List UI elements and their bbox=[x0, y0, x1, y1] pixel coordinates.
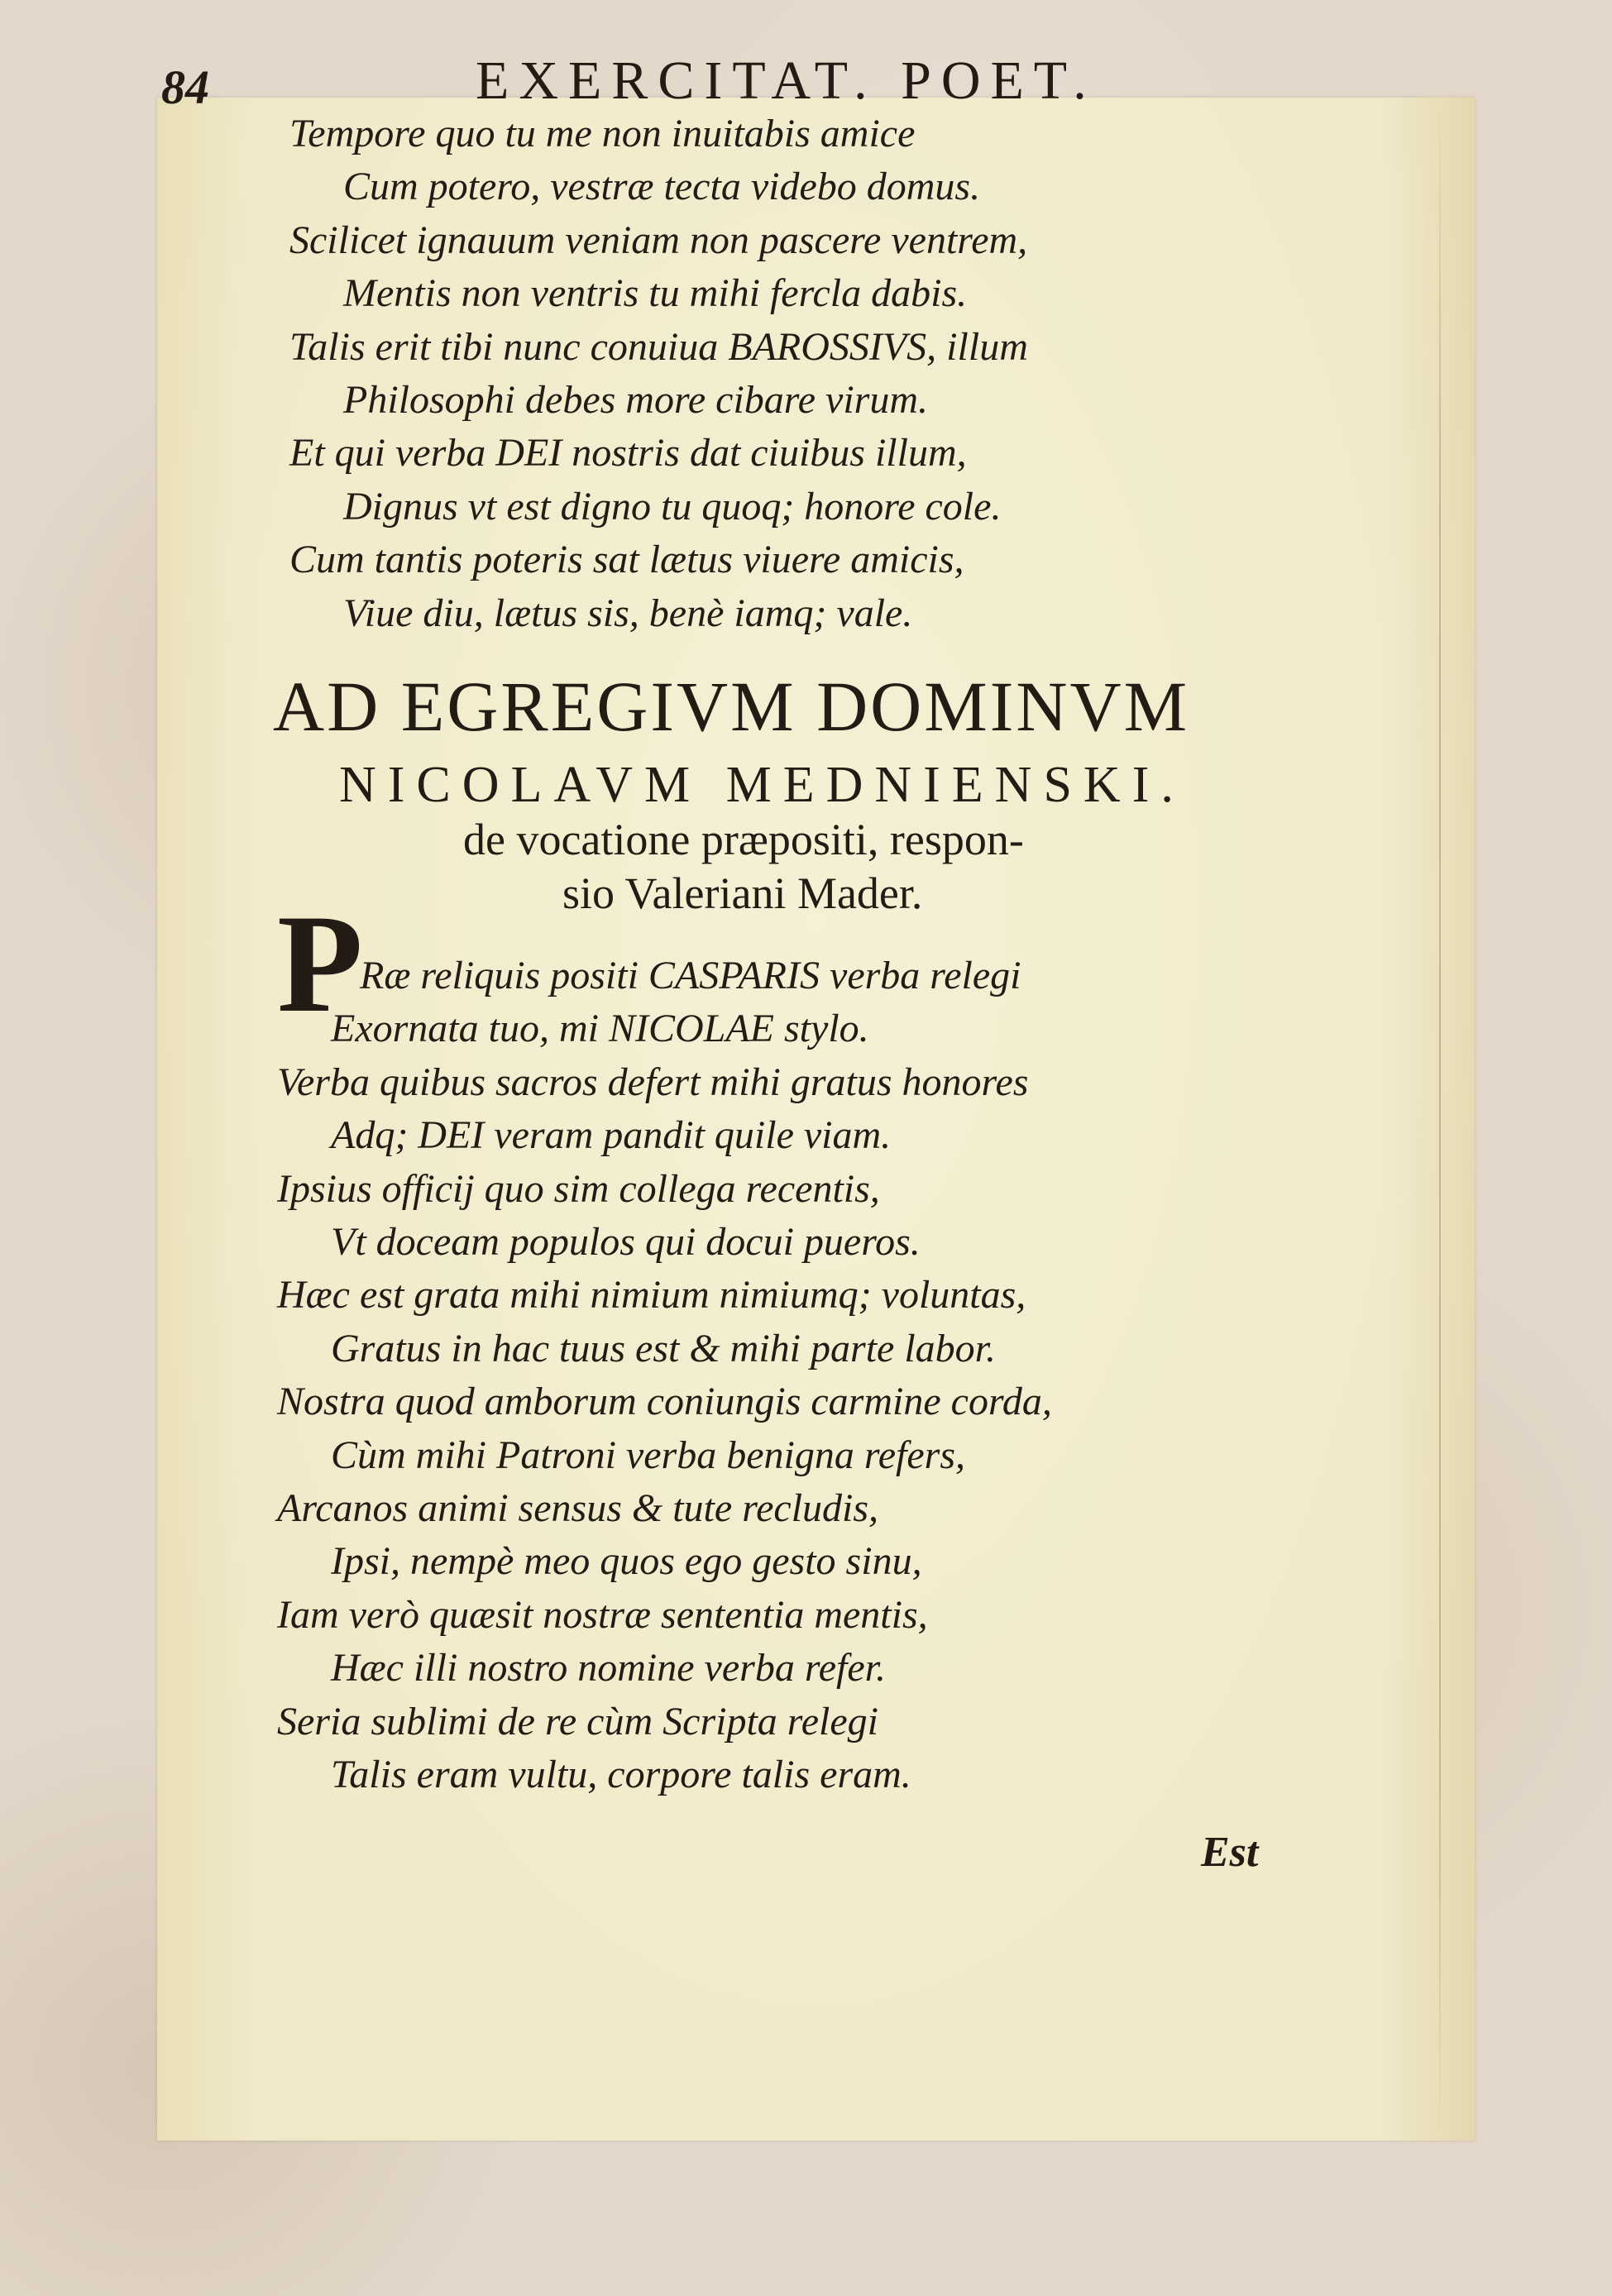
verse-line: Arcanos animi sensus & tute recludis, bbox=[277, 1486, 879, 1531]
verse-line: Verba quibus sacros defert mihi gratus honores bbox=[277, 1060, 1029, 1104]
verse-line: Ipsi, nempè meo quos ego gesto sinu, bbox=[331, 1539, 922, 1584]
verse-line: Adq; DEI veram pandit quile viam. bbox=[331, 1113, 892, 1158]
heading-line-3: de vocatione præpositi, respon- bbox=[463, 815, 1024, 864]
drop-cap: P bbox=[277, 886, 363, 1041]
verse-line: Hæc est grata mihi nimium nimiumq; voluntas, bbox=[277, 1273, 1026, 1318]
verse-line: Viue diu, lætus sis, benè iamq; vale. bbox=[343, 591, 913, 635]
catchword: Est bbox=[1201, 1829, 1259, 1876]
running-head: EXERCITAT. POET. bbox=[476, 50, 1097, 111]
heading-line-1: AD EGREGIVM DOMINVM bbox=[273, 667, 1190, 746]
verse-line: Talis eram vultu, corpore talis eram. bbox=[331, 1753, 911, 1797]
verse-line: Et qui verba DEI nostris dat ciuibus illum, bbox=[289, 431, 967, 476]
verse-line: Iam verò quæsit nostræ sententia mentis, bbox=[277, 1592, 928, 1637]
verse-line: Cum tantis poteris sat lætus viuere amicis, bbox=[289, 538, 964, 582]
verse-line: Tempore quo tu me non inuitabis amice bbox=[289, 112, 916, 155]
verse-line: Seria sublimi de re cùm Scripta relegi bbox=[277, 1699, 878, 1744]
verse-line: Mentis non ventris tu mihi fercla dabis. bbox=[343, 271, 968, 316]
verse-line: Cùm mihi Patroni verba benigna refers, bbox=[331, 1433, 966, 1477]
verse-line: Exornata tuo, mi NICOLAE stylo. bbox=[331, 1007, 869, 1051]
heading-line-2: NICOLAVM MEDNIENSKI. bbox=[339, 757, 1185, 813]
verse-line: Vt doceam populos qui docui pueros. bbox=[331, 1220, 921, 1265]
verse-line: Philosophi debes more cibare virum. bbox=[343, 378, 928, 423]
verse-line: Talis erit tibi nunc conuiua BAROSSIVS, illum bbox=[289, 324, 1028, 369]
poem-1 bbox=[289, 108, 1028, 640]
verse-line: Scilicet ignauum veniam non pascere ventrem, bbox=[289, 218, 1028, 262]
verse-line: Cum potero, vestræ tecta videbo domus. bbox=[343, 165, 981, 209]
page-gutter bbox=[1439, 98, 1441, 2141]
verse-line: Hæc illi nostro nomine verba refer. bbox=[331, 1646, 887, 1691]
poem-2 bbox=[277, 949, 1052, 1802]
verse-line: Dignus vt est digno tu quoq; honore cole. bbox=[343, 484, 1002, 529]
heading-line-4: sio Valeriani Mader. bbox=[562, 868, 923, 918]
verse-line: Ræ reliquis positi CASPARIS verba relegi bbox=[360, 954, 1021, 997]
verse-line: Nostra quod amborum coniungis carmine corda, bbox=[277, 1380, 1052, 1424]
page-number: 84 bbox=[161, 60, 209, 114]
verse-line: Gratus in hac tuus est & mihi parte labor. bbox=[331, 1326, 997, 1370]
verse-line: Ipsius officij quo sim collega recentis, bbox=[277, 1166, 880, 1211]
